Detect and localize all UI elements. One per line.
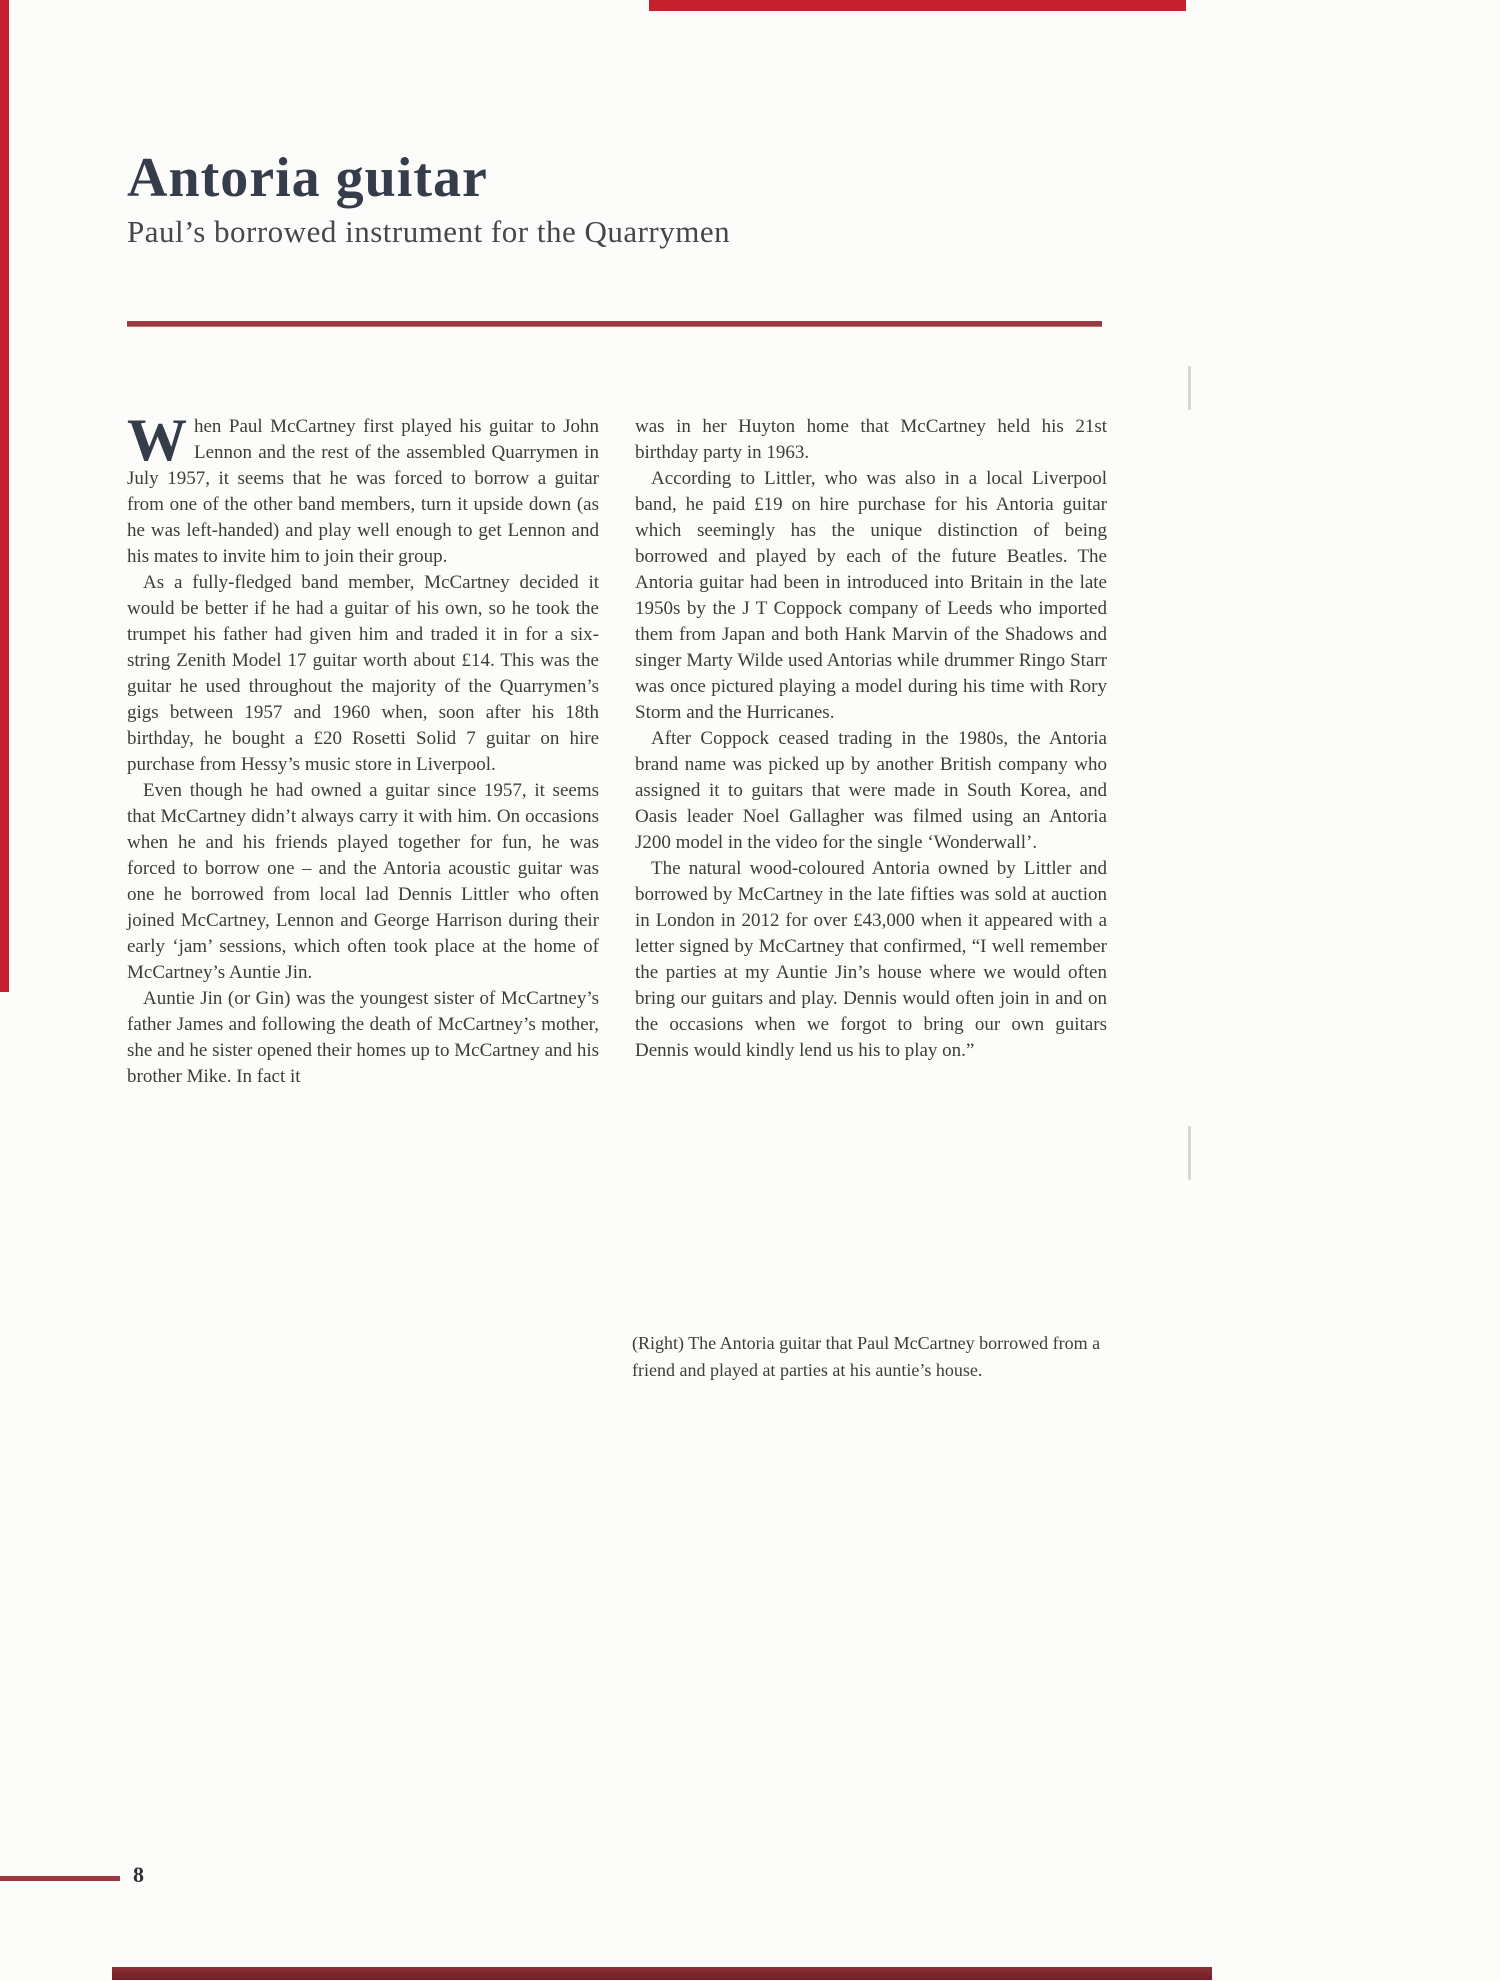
page-title: Antoria guitar — [127, 147, 488, 209]
page-subtitle: Paul’s borrowed instrument for the Quarrymen — [127, 214, 731, 249]
photo-caption: (Right) The Antoria guitar that Paul McCartney borrowed from a friend and played at parties at his auntie’s house. — [632, 1333, 1101, 1380]
article-body — [127, 407, 1107, 1090]
page-number: 8 — [133, 1862, 144, 1887]
paragraph: The natural wood-coloured Antoria owned by Littler and borrowed by McCartney in the late fifties was sold at auction in London in 2012 for over £43,000 when it appeared with a letter signed by McCartney that confirmed, “I well remember the parties at my Auntie Jin’s house where we would often bring our guitars and play. Dennis would often join in and on the occasions when we forgot to bring our own guitars Dennis would kindly lend us his to play on.” — [635, 858, 1107, 1061]
scan-edge-top — [649, 0, 1186, 11]
scan-artifact — [1188, 366, 1191, 410]
footer-rule — [0, 1876, 120, 1881]
scan-edge-bottom — [112, 1967, 1212, 1980]
paragraph: Auntie Jin (or Gin) was the youngest sister of McCartney’s father James and following the death of McCartney’s mother, she and he sister opened their homes up to McCartney and his brother Mike. In fact it — [127, 988, 599, 1087]
paragraph-text: hen Paul McCartney first played his guitar to John Lennon and the rest of the assembled Quarrymen in July 1957, it seems that he was forced to borrow a guitar from one of the other band members, turn it upside down (as he was left-handed) and play well enough to get Lennon and his mates to invite him to join their group. — [127, 416, 599, 567]
paragraph: Even though he had owned a guitar since 1957, it seems that McCartney didn’t always carry it with him. On occasions when he and his friends played together for fun, he was forced to borrow one – and the Antoria acoustic guitar was one he borrowed from local lad Dennis Littler who often joined McCartney, Lennon and George Harrison during their early ‘jam’ sessions, which often took place at the home of McCartney’s Auntie Jin. — [127, 780, 599, 983]
scan-edge-left — [0, 0, 9, 992]
scan-artifact — [1188, 1126, 1191, 1180]
paragraph: As a fully-fledged band member, McCartney decided it would be better if he had a guitar of his own, so he took the trumpet his father had given him and traded it in for a six-string Zenith Model 17 guitar worth about £14. This was the guitar he used throughout the majority of the Quarrymen’s gigs between 1957 and 1960 when, soon after his 18th birthday, he bought a £20 Rosetti Solid 7 guitar on hire purchase from Hessy’s music store in Liverpool. — [127, 572, 599, 775]
divider-rule — [127, 321, 1102, 327]
paragraph: was in her Huyton home that McCartney held his 21st birthday party in 1963. — [635, 416, 1107, 463]
paragraph: According to Littler, who was also in a local Liverpool band, he paid £19 on hire purchase for his Antoria guitar which seemingly has the unique distinction of being borrowed and played by each of the future Beatles. The Antoria guitar had been in introduced into Britain in the late 1950s by the J T Coppock company of Leeds who imported them from Japan and both Hank Marvin of the Shadows and singer Marty Wilde used Antorias while drummer Ringo Starr was once pictured playing a model during his time with Rory Storm and the Hurricanes. — [635, 468, 1107, 723]
article-column-right — [635, 414, 1107, 1090]
drop-cap: W — [127, 407, 187, 473]
article-column-left — [127, 407, 599, 1090]
paragraph — [127, 407, 599, 570]
paragraph: After Coppock ceased trading in the 1980s, the Antoria brand name was picked up by another British company who assigned it to guitars that were made in South Korea, and Oasis leader Noel Gallagher was filmed using an Antoria J200 model in the video for the single ‘Wonderwall’. — [635, 728, 1107, 853]
